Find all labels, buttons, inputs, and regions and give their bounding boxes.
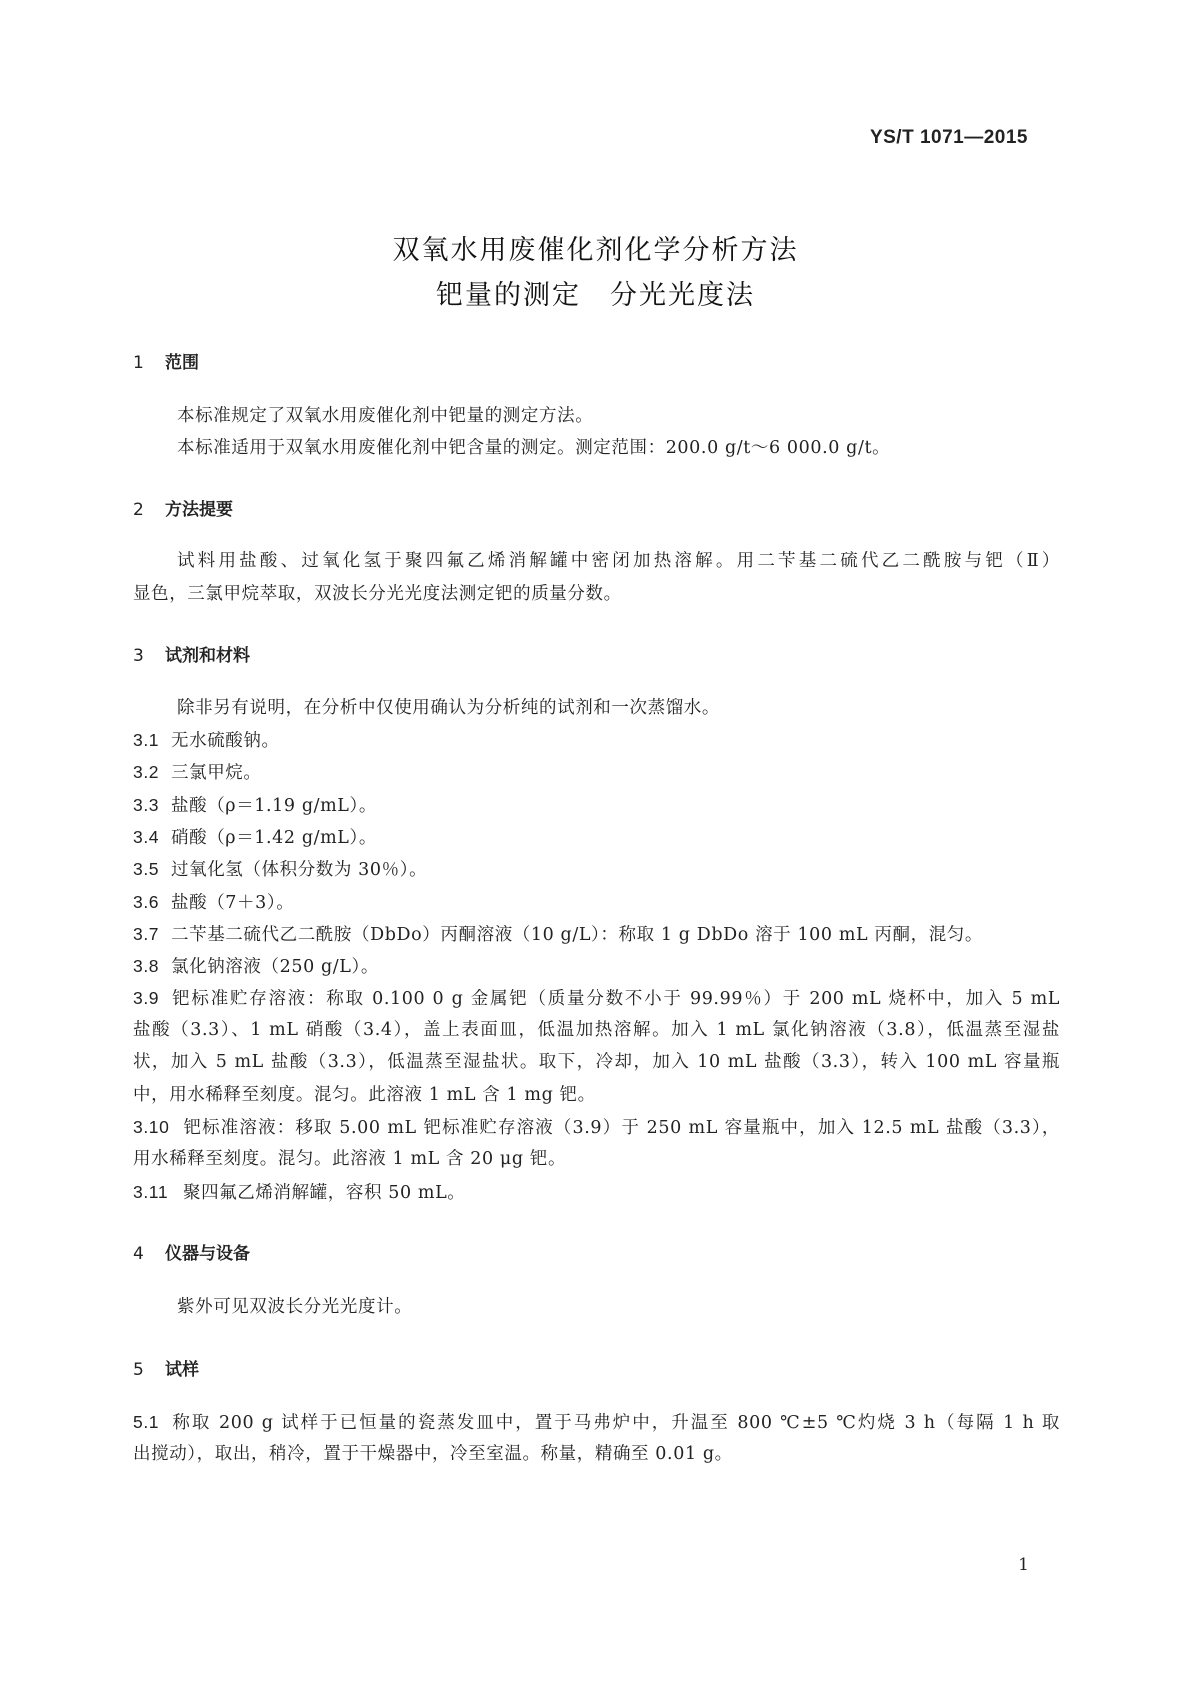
section-3-heading bbox=[133, 641, 250, 666]
clause-3-10-line-2: 用水稀释至刻度。混匀。此溶液 1 mL 含 20 μg 钯。 bbox=[133, 1149, 567, 1169]
section-3-intro: 除非另有说明，在分析中仅使用确认为分析纯的试剂和一次蒸馏水。 bbox=[177, 698, 720, 718]
section-title: 范围 bbox=[165, 353, 199, 373]
clause-text: 氯化钠溶液（250 g/L）。 bbox=[171, 957, 379, 977]
section-title: 试剂和材料 bbox=[165, 646, 250, 666]
section-1-paragraph-1: 本标准规定了双氧水用废催化剂中钯量的测定方法。 bbox=[177, 406, 594, 426]
clause-number: 3.9 bbox=[133, 988, 160, 1008]
clause-number: 3.4 bbox=[133, 827, 160, 847]
clause-3-4 bbox=[133, 821, 1060, 855]
section-1-paragraph-2: 本标准适用于双氧水用废催化剂中钯含量的测定。测定范围：200.0 g/t～6 000.0 g/t。 bbox=[177, 438, 891, 458]
clause-number: 3.6 bbox=[133, 892, 160, 912]
clause-3-3 bbox=[133, 789, 1060, 823]
clause-3-2 bbox=[133, 756, 1060, 790]
clause-3-10-line-1 bbox=[133, 1111, 1060, 1145]
document-title-line1: 双氧水用废催化剂化学分析方法 bbox=[392, 235, 799, 266]
clause-3-9-line-4: 中，用水稀释至刻度。混匀。此溶液 1 mL 含 1 mg 钯。 bbox=[133, 1085, 596, 1105]
clause-number: 3.8 bbox=[133, 956, 160, 976]
clause-number: 3.3 bbox=[133, 795, 160, 815]
clause-number: 3.10 bbox=[133, 1117, 170, 1137]
section-number: 3 bbox=[133, 646, 144, 666]
clause-3-7 bbox=[133, 918, 1060, 952]
clause-text: 无水硫酸钠。 bbox=[171, 731, 280, 751]
section-1-heading bbox=[133, 348, 199, 373]
clause-3-11 bbox=[133, 1176, 1060, 1210]
section-4-heading bbox=[133, 1239, 250, 1264]
clause-text: 盐酸（7＋3）。 bbox=[171, 893, 295, 913]
clause-5-1-line-1 bbox=[133, 1406, 1060, 1440]
section-4-paragraph: 紫外可见双波长分光光度计。 bbox=[177, 1297, 413, 1317]
clause-text: 钯标准贮存溶液：称取 0.100 0 g 金属钯（质量分数不小于 99.99％）于 200 mL 烧杯中，加入 5 mL bbox=[171, 989, 1060, 1009]
clause-text: 二苄基二硫代乙二酰胺（DbDo）丙酮溶液（10 g/L）：称取 1 g DbDo 溶于 100 mL 丙酮，混匀。 bbox=[171, 925, 983, 945]
clause-number: 5.1 bbox=[133, 1412, 160, 1432]
clause-text: 称取 200 g 试样于已恒量的瓷蒸发皿中，置于马弗炉中，升温至 800 ℃±5 ℃灼烧 3 h（每隔 1 h 取 bbox=[171, 1413, 1060, 1433]
clause-text: 过氧化氢（体积分数为 30％）。 bbox=[171, 860, 428, 880]
section-title: 方法提要 bbox=[165, 500, 233, 520]
clause-text: 盐酸（ρ＝1.19 g/mL）。 bbox=[171, 796, 377, 816]
clause-3-5 bbox=[133, 853, 1060, 887]
clause-text: 硝酸（ρ＝1.42 g/mL）。 bbox=[171, 828, 377, 848]
clause-number: 3.11 bbox=[133, 1182, 169, 1202]
clause-number: 3.5 bbox=[133, 859, 160, 879]
document-title-line2: 钯量的测定 分光光度法 bbox=[436, 280, 755, 311]
section-number: 2 bbox=[133, 500, 144, 520]
standard-number: YS/T 1071—2015 bbox=[869, 127, 1028, 148]
clause-number: 3.7 bbox=[133, 924, 160, 944]
clause-number: 3.2 bbox=[133, 762, 160, 782]
section-title: 仪器与设备 bbox=[165, 1244, 250, 1264]
clause-number: 3.1 bbox=[133, 730, 160, 750]
section-number: 5 bbox=[133, 1360, 144, 1380]
clause-text: 钯标准溶液：移取 5.00 mL 钯标准贮存溶液（3.9）于 250 mL 容量瓶中，加入 12.5 mL 盐酸（3.3）， bbox=[183, 1118, 1060, 1138]
section-2-line-1: 试料用盐酸、过氧化氢于聚四氟乙烯消解罐中密闭加热溶解。用二苄基二硫代乙二酰胺与钯（Ⅱ） bbox=[177, 551, 1060, 571]
clause-3-6 bbox=[133, 886, 1060, 920]
section-2-heading bbox=[133, 495, 233, 520]
page-number: 1 bbox=[1018, 1555, 1029, 1575]
clause-text: 聚四氟乙烯消解罐，容积 50 mL。 bbox=[183, 1183, 466, 1203]
section-5-heading bbox=[133, 1355, 199, 1380]
clause-3-8 bbox=[133, 950, 1060, 984]
section-number: 4 bbox=[133, 1244, 144, 1264]
clause-5-1-line-2: 出搅动），取出，稍冷，置于干燥器中，冷至室温。称量，精确至 0.01 g。 bbox=[133, 1444, 733, 1464]
clause-3-9-line-2: 盐酸（3.3）、1 mL 硝酸（3.4），盖上表面皿，低温加热溶解。加入 1 mL 氯化钠溶液（3.8），低温蒸至湿盐 bbox=[133, 1020, 1060, 1040]
clause-3-1 bbox=[133, 724, 1060, 758]
section-2-line-2: 显色，三氯甲烷萃取，双波长分光光度法测定钯的质量分数。 bbox=[133, 584, 622, 604]
clause-3-9-line-1 bbox=[133, 982, 1060, 1016]
section-number: 1 bbox=[133, 353, 144, 373]
clause-text: 三氯甲烷。 bbox=[171, 763, 262, 783]
section-title: 试样 bbox=[165, 1360, 199, 1380]
clause-3-9-line-3: 状，加入 5 mL 盐酸（3.3），低温蒸至湿盐状。取下，冷却，加入 10 mL 盐酸（3.3），转入 100 mL 容量瓶 bbox=[133, 1052, 1060, 1072]
